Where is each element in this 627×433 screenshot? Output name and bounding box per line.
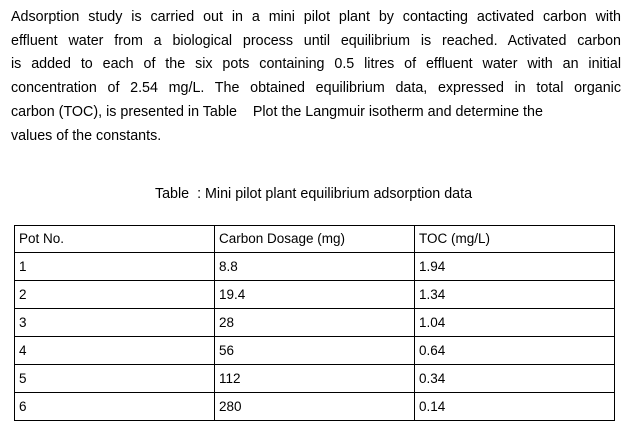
table-row <box>15 337 615 365</box>
cell-toc: 0.64 <box>415 337 615 365</box>
cell-toc: 0.14 <box>415 393 615 421</box>
problem-line-4: concentration of 2.54 mg/L. The obtained equilibrium data, expressed in total organic <box>11 80 621 97</box>
table-caption-label: Table <box>154 186 190 202</box>
cell-pot-no: 6 <box>15 393 215 421</box>
cell-toc: 0.34 <box>415 365 615 393</box>
table-header-row <box>15 226 615 253</box>
table-caption <box>0 185 627 203</box>
problem-line-2: effluent water from a biological process until equilibrium is reached. Activated carbon <box>11 32 621 49</box>
table-row <box>15 393 615 421</box>
cell-pot-no: 5 <box>15 365 215 393</box>
cell-pot-no: 3 <box>15 309 215 337</box>
table-row <box>15 253 615 281</box>
cell-pot-no: 1 <box>15 253 215 281</box>
cell-pot-no: 2 <box>15 281 215 309</box>
cell-carbon-dosage: 56 <box>215 337 415 365</box>
problem-statement <box>11 6 621 148</box>
cell-carbon-dosage: 28 <box>215 309 415 337</box>
cell-toc: 1.04 <box>415 309 615 337</box>
problem-line-6: values of the constants. <box>11 127 162 144</box>
cell-pot-no: 4 <box>15 337 215 365</box>
cell-carbon-dosage: 112 <box>215 365 415 393</box>
table-row <box>15 309 615 337</box>
header-toc: TOC (mg/L) <box>415 226 615 253</box>
cell-carbon-dosage: 19.4 <box>215 281 415 309</box>
problem-line-3: is added to each of the six pots containing 0.5 litres of effluent water with an initial <box>11 56 621 73</box>
table-caption-text: : Mini pilot plant equilibrium adsorption data <box>197 186 473 202</box>
table-row <box>15 365 615 393</box>
cell-carbon-dosage: 280 <box>215 393 415 421</box>
table-row <box>15 281 615 309</box>
header-carbon-dosage: Carbon Dosage (mg) <box>215 226 415 253</box>
header-pot-no: Pot No. <box>15 226 215 253</box>
cell-carbon-dosage: 8.8 <box>215 253 415 281</box>
equilibrium-data-table <box>14 225 615 421</box>
problem-line-1: Adsorption study is carried out in a mini pilot plant by contacting activated carbon with <box>11 9 621 25</box>
cell-toc: 1.34 <box>415 281 615 309</box>
cell-toc: 1.94 <box>415 253 615 281</box>
problem-line-5: carbon (TOC), is presented in Table Plot the Langmuir isotherm and determine the <box>11 103 543 120</box>
